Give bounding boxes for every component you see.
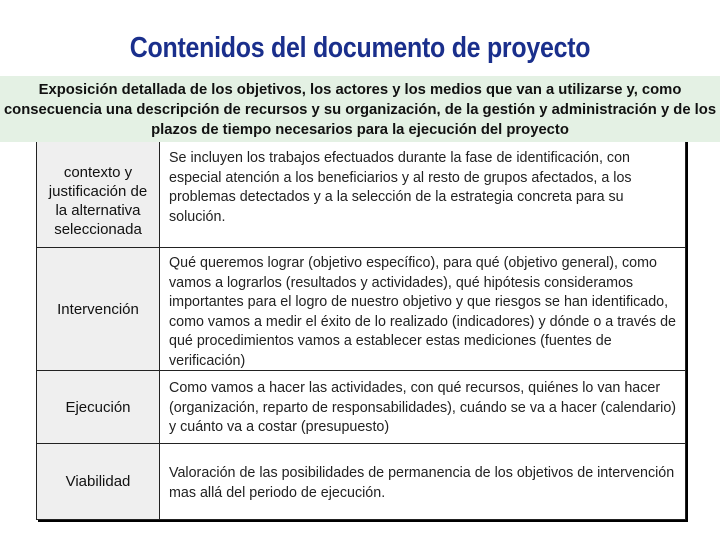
- row-label-viabilidad: Viabilidad: [37, 444, 160, 519]
- table-row: [37, 444, 685, 519]
- summary-banner: Exposición detallada de los objetivos, los actores y los medios que van a utilizarse y, como consecuencia una descripción de recursos y su organización, de la gestión y administración y de los plazos de tiempo necesarios para la ejecución del proyecto: [0, 76, 720, 142]
- content-table: [36, 118, 686, 520]
- table-row: [37, 371, 685, 444]
- row-label-contexto: contexto y justificación de la alternativa seleccionada: [37, 119, 160, 247]
- row-description-intervencion: Qué queremos lograr (objetivo específico), para qué (objetivo general), como vamos a lograrlos (resultados y actividades), qué hipótesis consideramos importantes para el logro de nuestro objetivo y que riesgos se han identificado, como vamos a medir el éxito de lo realizado (indicadores) y dónde o a través de qué procedimientos vamos a establecer estas mediciones (fuentes de verificación): [169, 255, 677, 369]
- row-description-viabilidad: Valoración de las posibilidades de permanencia de los objetivos de intervención mas allá del periodo de ejecución.: [169, 465, 675, 501]
- row-description-ejecucion: Como vamos a hacer las actividades, con qué recursos, quiénes lo van hacer (organización, reparto de responsabilidades), cuándo se va a hacer (calendario) y cuánto va a costar (presupuesto): [169, 380, 677, 435]
- row-label-intervencion: Intervención: [37, 248, 160, 370]
- page-title: Contenidos del documento de proyecto: [129, 32, 591, 64]
- row-description-contexto: Se incluyen los trabajos efectuados durante la fase de identificación, con especial atención a los beneficiarios y al resto de grupos afectados, a los problemas detectados y a la selección de la estrategia concreta para su solución.: [169, 150, 632, 225]
- table-row: [37, 248, 685, 371]
- row-label-ejecucion: Ejecución: [37, 371, 160, 443]
